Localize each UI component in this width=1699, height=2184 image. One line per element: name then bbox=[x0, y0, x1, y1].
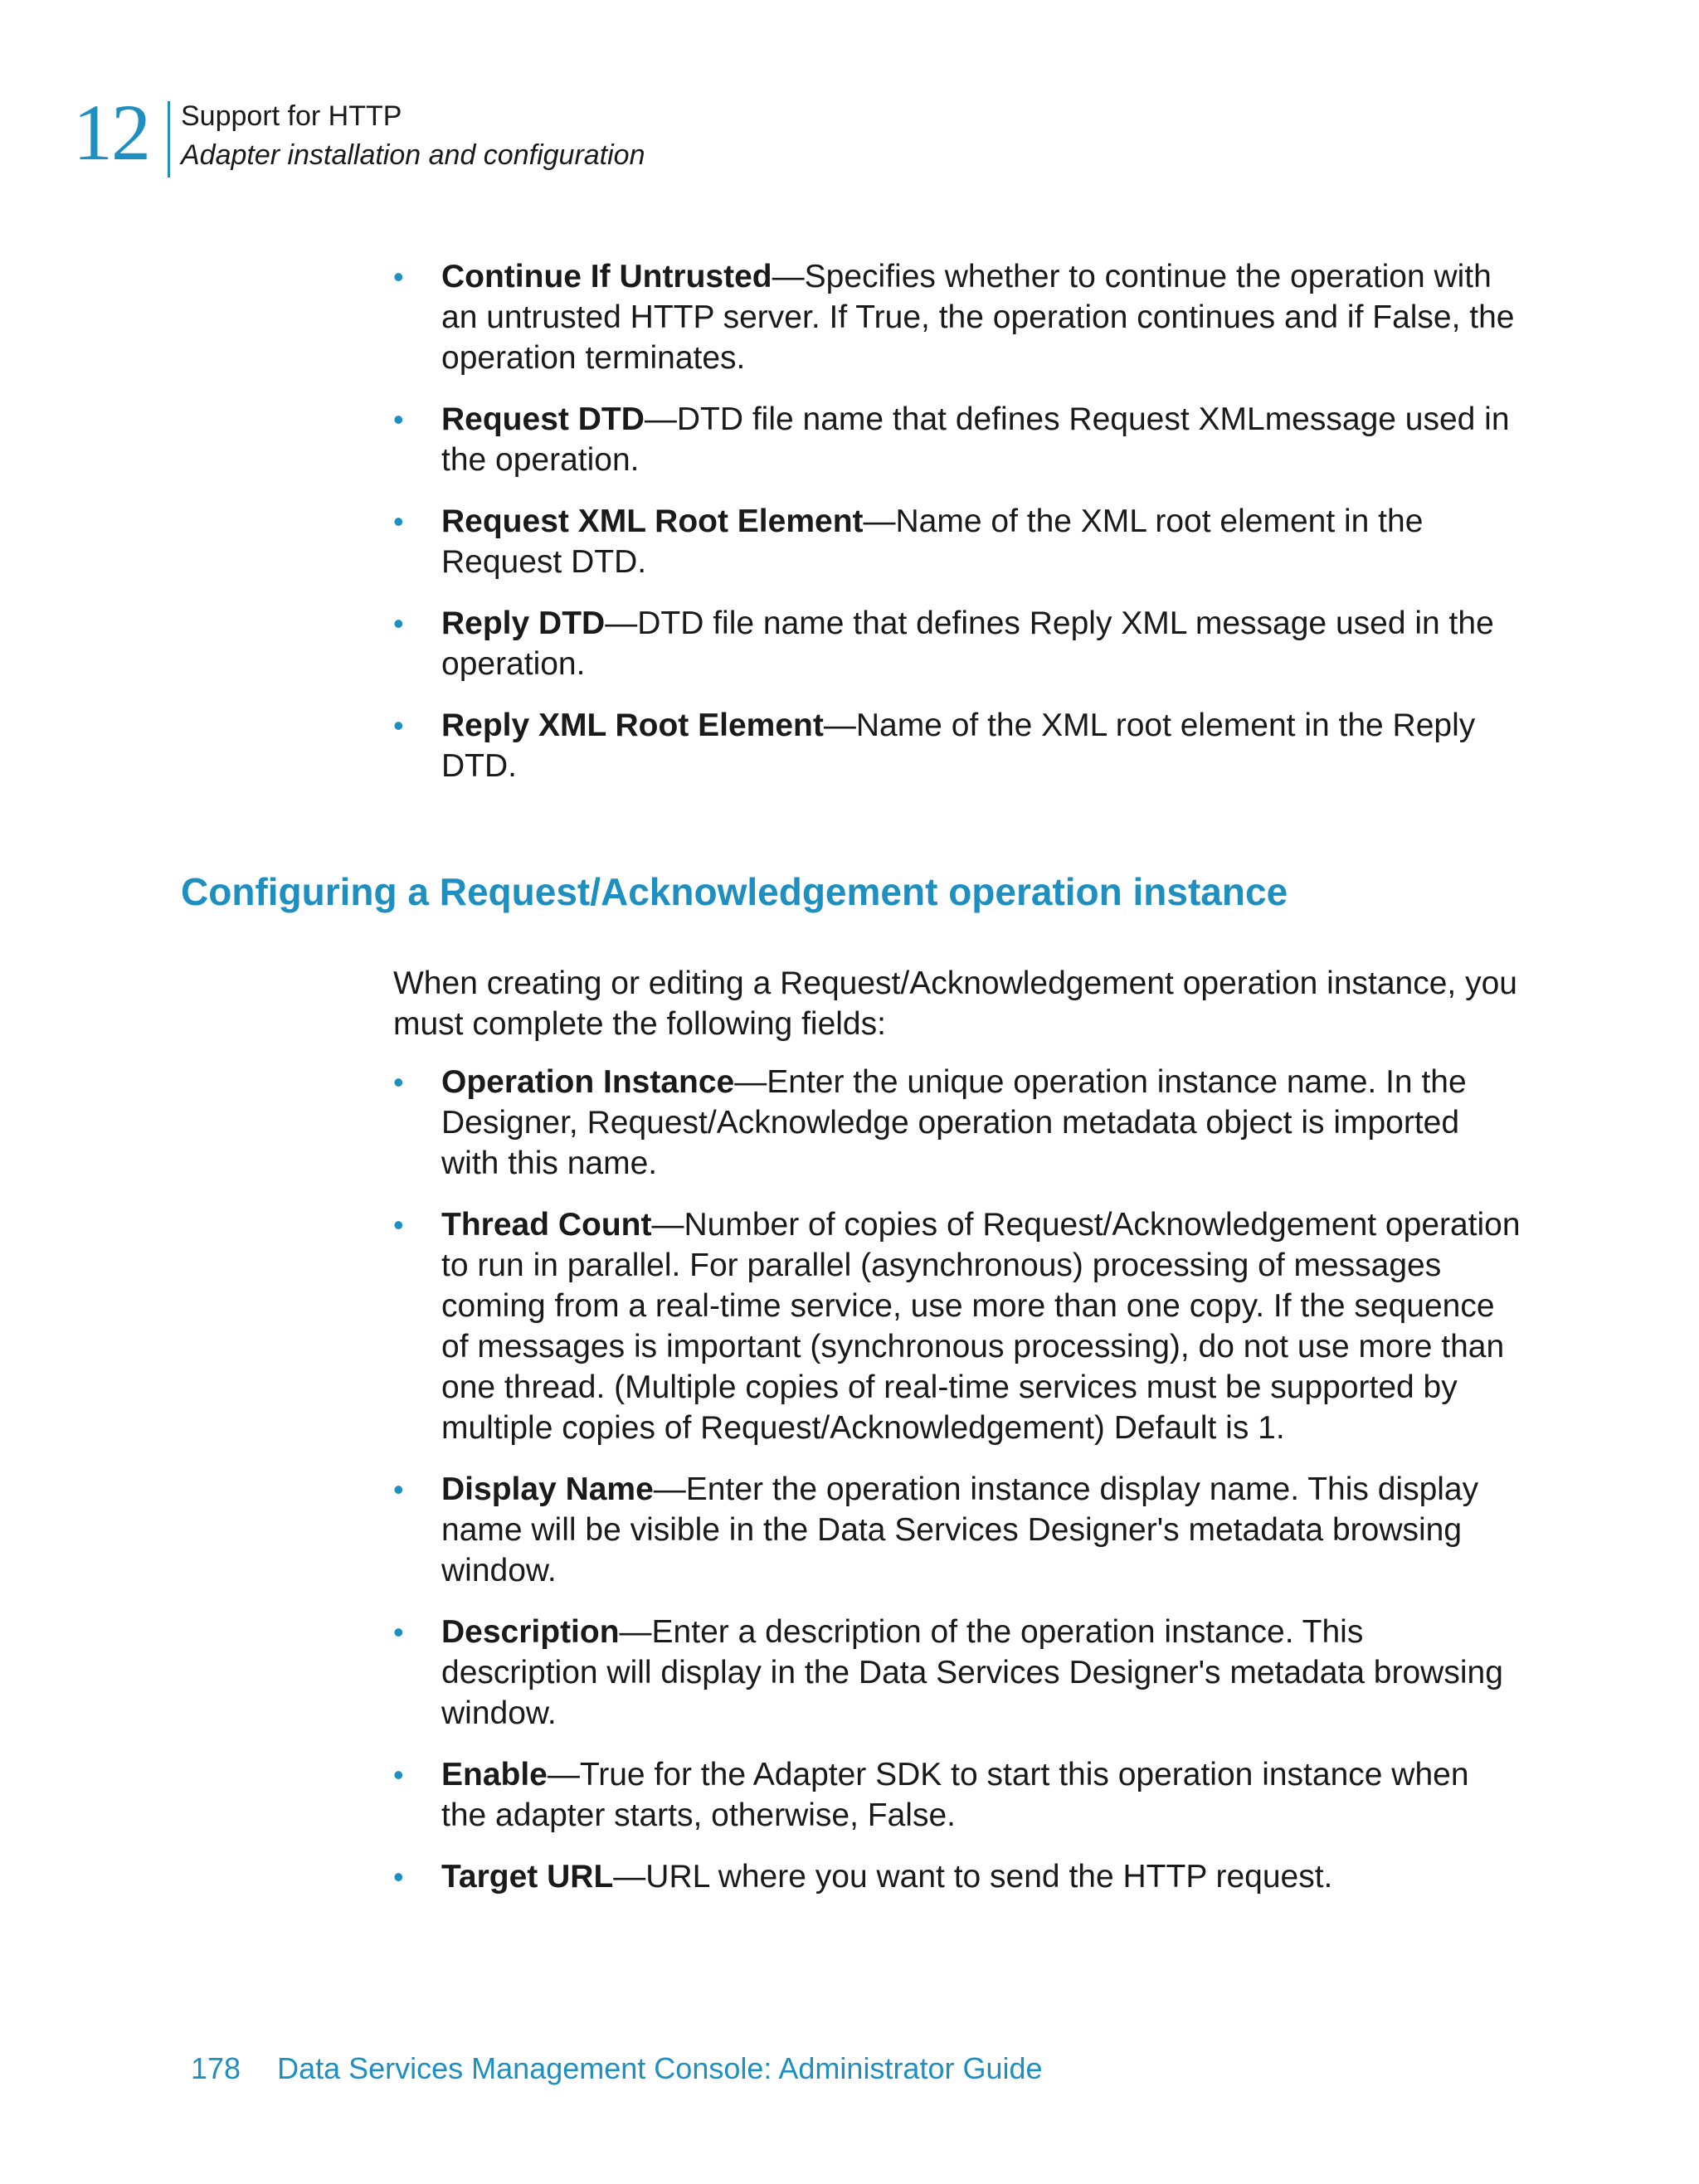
term: Enable bbox=[441, 1757, 548, 1792]
term: Request DTD bbox=[441, 401, 645, 437]
definition: —Enter the unique operation instance name. In the Designer, Request/Acknowledge operation metadata object is imported with this name. bbox=[441, 1064, 1467, 1181]
list-item bbox=[393, 399, 1521, 480]
term: Thread Count bbox=[441, 1207, 652, 1243]
definition: —Enter a description of the operation instance. This description will display in the Data Services Designer's metadata browsing window. bbox=[441, 1614, 1503, 1731]
chapter-number: 12 bbox=[73, 88, 149, 177]
list-item bbox=[393, 705, 1521, 786]
definition: —DTD file name that defines Request XMLmessage used in the operation. bbox=[441, 401, 1510, 478]
book-title: Data Services Management Console: Administrator Guide bbox=[277, 2051, 1043, 2085]
term: Display Name bbox=[441, 1471, 654, 1507]
term: Continue If Untrusted bbox=[441, 259, 772, 294]
list-item bbox=[393, 603, 1521, 684]
bullet-icon: • bbox=[393, 1758, 404, 1792]
definition: —Number of copies of Request/Acknowledgement operation to run in parallel. For parallel (asynchronous) processing of messages coming from a real-time service, use more than one copy. If the sequence of messages is important (synchronous processing), do not use more than one thread. (Multiple copies of real-time services must be supported by multiple copies of Request/Acknowledgement) Default is 1. bbox=[441, 1207, 1521, 1446]
bullet-icon: • bbox=[393, 1860, 404, 1894]
page-number: 178 bbox=[191, 2051, 241, 2085]
term: Target URL bbox=[441, 1859, 614, 1895]
list-item bbox=[393, 1204, 1521, 1448]
page-footer bbox=[191, 2050, 1043, 2087]
term: Reply DTD bbox=[441, 606, 606, 641]
header-divider bbox=[168, 101, 170, 178]
term: Description bbox=[441, 1614, 620, 1650]
definition: —Enter the operation instance display name. This display name will be visible in the Data Services Designer's metadata browsing window. bbox=[441, 1471, 1479, 1588]
list-item bbox=[393, 1469, 1521, 1591]
bullet-icon: • bbox=[393, 1065, 404, 1099]
definition: —Name of the XML root element in the Request DTD. bbox=[441, 503, 1424, 580]
bullet-icon: • bbox=[393, 1472, 404, 1506]
term: Request XML Root Element bbox=[441, 503, 864, 539]
bullet-icon: • bbox=[393, 260, 404, 294]
chapter-title: Support for HTTP bbox=[181, 100, 402, 132]
list-item bbox=[393, 1062, 1521, 1184]
bullet-icon: • bbox=[393, 1615, 404, 1649]
section-subtitle: Adapter installation and configuration bbox=[181, 139, 645, 171]
list-item bbox=[393, 1612, 1521, 1734]
definition: —URL where you want to send the HTTP request. bbox=[613, 1859, 1333, 1895]
list-item bbox=[393, 501, 1521, 582]
list-item bbox=[393, 1856, 1521, 1897]
fields-list bbox=[393, 1062, 1521, 1918]
definition: —Specifies whether to continue the operation with an untrusted HTTP server. If True, the operation continues and if False, the operation terminates. bbox=[441, 259, 1515, 376]
bullet-icon: • bbox=[393, 1208, 404, 1242]
attribute-list bbox=[393, 256, 1521, 807]
term: Operation Instance bbox=[441, 1064, 735, 1100]
list-item bbox=[393, 1754, 1521, 1836]
section-heading: Configuring a Request/Acknowledgement operation instance bbox=[181, 870, 1288, 913]
list-item bbox=[393, 256, 1521, 378]
definition: —True for the Adapter SDK to start this operation instance when the adapter starts, otherwise, False. bbox=[441, 1757, 1469, 1833]
definition: —Name of the XML root element in the Reply DTD. bbox=[441, 708, 1476, 784]
bullet-icon: • bbox=[393, 504, 404, 538]
bullet-icon: • bbox=[393, 402, 404, 436]
intro-paragraph: When creating or editing a Request/Acknowledgement operation instance, you must complete the following fields: bbox=[393, 966, 1517, 1042]
term: Reply XML Root Element bbox=[441, 708, 824, 743]
definition: —DTD file name that defines Reply XML message used in the operation. bbox=[441, 606, 1494, 682]
bullet-icon: • bbox=[393, 708, 404, 742]
bullet-icon: • bbox=[393, 606, 404, 640]
